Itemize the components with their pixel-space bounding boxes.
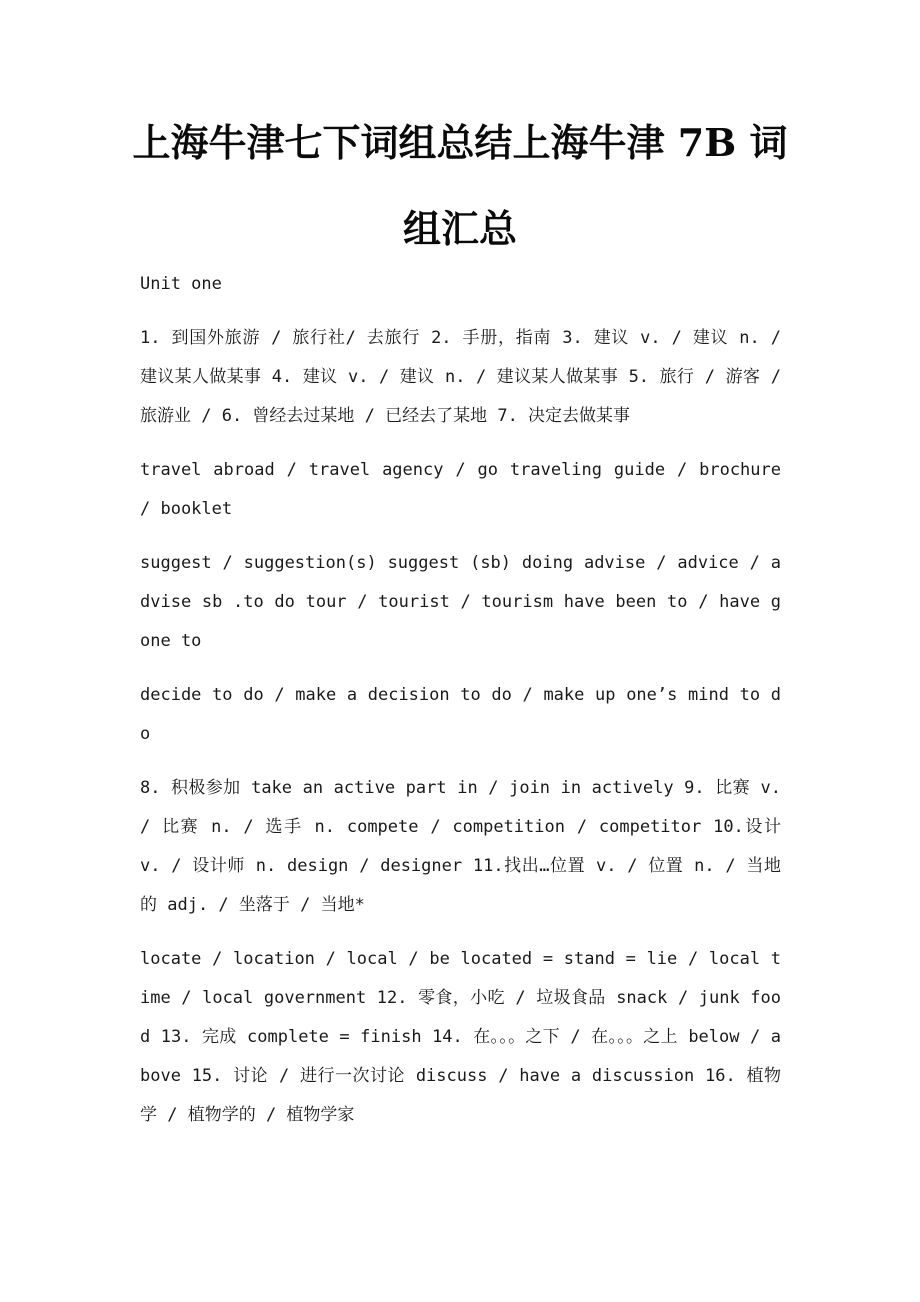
- unit-heading: Unit one: [140, 274, 222, 294]
- document-body: [140, 265, 781, 1150]
- paragraph-5: 8. 积极参加 take an active part in / join in actively 9. 比赛 v. / 比赛 n. / 选手 n. compete / competition / competitor 10.设计 v. / 设计师 n. design / designer 11.找出…位置 v. / 位置 n. / 当地的 adj. / 坐落于 / 当地*: [140, 778, 781, 915]
- title-line-1: 上海牛津七下词组总结上海牛津 7B 词: [132, 120, 788, 165]
- paragraph-6: locate / location / local / be located = stand = lie / local time / local government 12. 零食，小吃 / 垃圾食品 snack / junk food 13. 完成 complete = finish 14. 在。。。之下 / 在。。。之上 below / above 15. 讨论 / 进行一次讨论 discuss / have a discussion 16. 植物学 / 植物学的 / 植物学家: [140, 949, 781, 1125]
- title-line-2: 组汇总: [402, 206, 517, 251]
- document-title: [100, 100, 820, 272]
- paragraph-1: 1. 到国外旅游 / 旅行社/ 去旅行 2. 手册，指南 3. 建议 v. / 建议 n. / 建议某人做某事 4. 建议 v. / 建议 n. / 建议某人做某事 5. 旅行 / 游客 / 旅游业 / 6. 曾经去过某地 / 已经去了某地 7. 决定去做某事: [140, 328, 781, 426]
- paragraph-4: decide to do / make a decision to do / make up one’s mind to do: [140, 685, 781, 744]
- paragraph-3: suggest / suggestion(s) suggest (sb) doing advise / advice / advise sb .to do tour / tourist / tourism have been to / have gone to: [140, 553, 781, 651]
- paragraph-2: travel abroad / travel agency / go traveling guide / brochure / booklet: [140, 460, 781, 519]
